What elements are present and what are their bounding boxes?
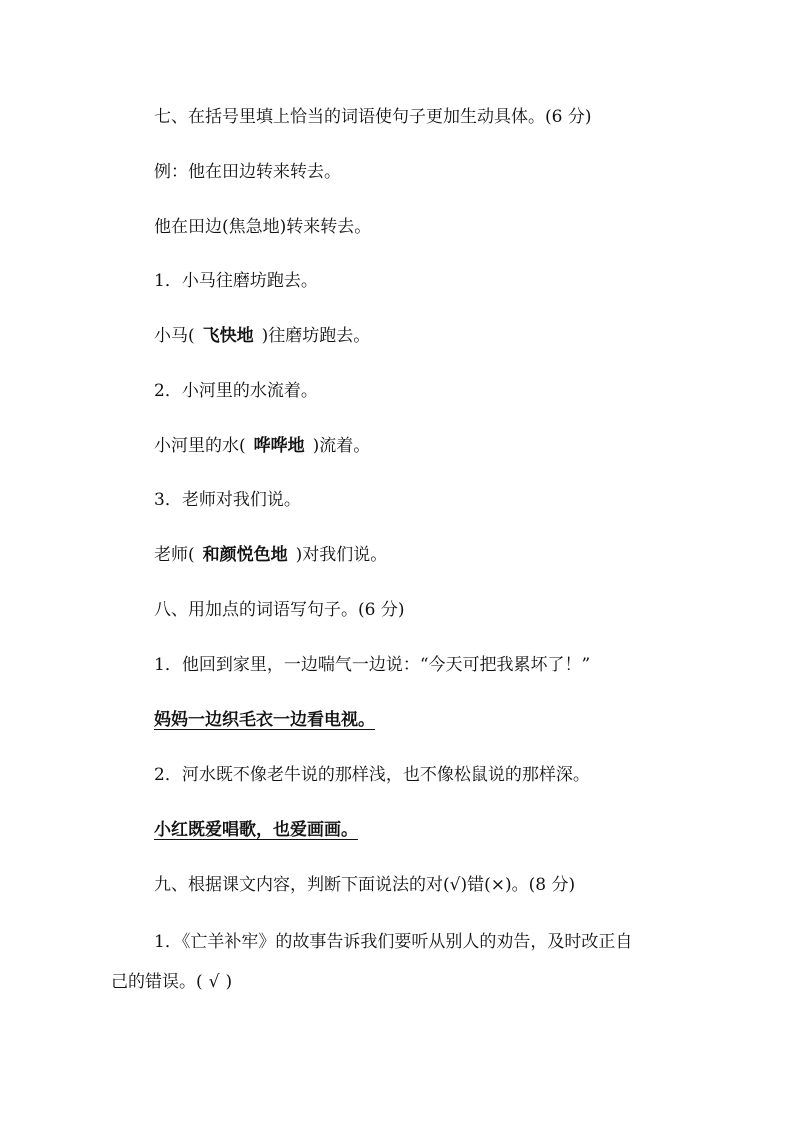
section-9-question-1-line-1: 1．《亡羊补牢》的故事告诉我们要听从别人的劝告，及时改正自 (154, 932, 633, 952)
section-8-question-1: 1．他回到家里，一边喘气一边说：“今天可把我累坏了！” (154, 655, 591, 675)
section-7-question-2: 2．小河里的水流着。 (154, 381, 318, 401)
section-7-title: 七、在括号里填上恰当的词语使句子更加生动具体。(6 分) (154, 107, 592, 127)
question-text: 己的错误。( (111, 972, 203, 992)
answer-prefix: 老师( (154, 545, 195, 565)
section-8-question-2: 2．河水既不像老牛说的那样浅，也不像松鼠说的那样深。 (154, 765, 590, 785)
section-7-answer-1 (154, 324, 370, 348)
answer-prefix: 小河里的水( (154, 436, 246, 456)
section-7-example-answer: 他在田边(焦急地)转来转去。 (154, 217, 372, 237)
answer-suffix: )流着。 (312, 436, 371, 456)
answer-prefix: 小马( (154, 326, 195, 346)
answer-fill: 飞快地 (202, 326, 254, 346)
section-7-example: 例：他在田边转来转去。 (154, 162, 341, 182)
judgment-answer: √ (208, 972, 220, 992)
answer-fill: 和颜悦色地 (202, 545, 288, 565)
section-7-answer-2 (154, 434, 370, 458)
answer-fill: 哗哗地 (253, 436, 305, 456)
answer-suffix: )对我们说。 (295, 545, 388, 565)
section-9-title: 九、根据课文内容，判断下面说法的对(√)错(×)。(8 分) (154, 875, 576, 895)
section-8-answer-1: 妈妈一边织毛衣一边看电视。 (154, 710, 375, 730)
section-7-answer-3 (154, 543, 387, 567)
section-7-question-1: 1．小马往磨坊跑去。 (154, 271, 318, 291)
section-7-question-3: 3．老师对我们说。 (154, 490, 301, 510)
answer-suffix: )往磨坊跑去。 (261, 326, 371, 346)
judgment-close: ) (225, 972, 233, 992)
section-8-answer-2: 小红既爱唱歌，也爱画画。 (154, 820, 358, 840)
section-9-question-1-line-2 (111, 970, 232, 994)
section-8-title: 八、用加点的词语写句子。(6 分) (154, 600, 405, 620)
